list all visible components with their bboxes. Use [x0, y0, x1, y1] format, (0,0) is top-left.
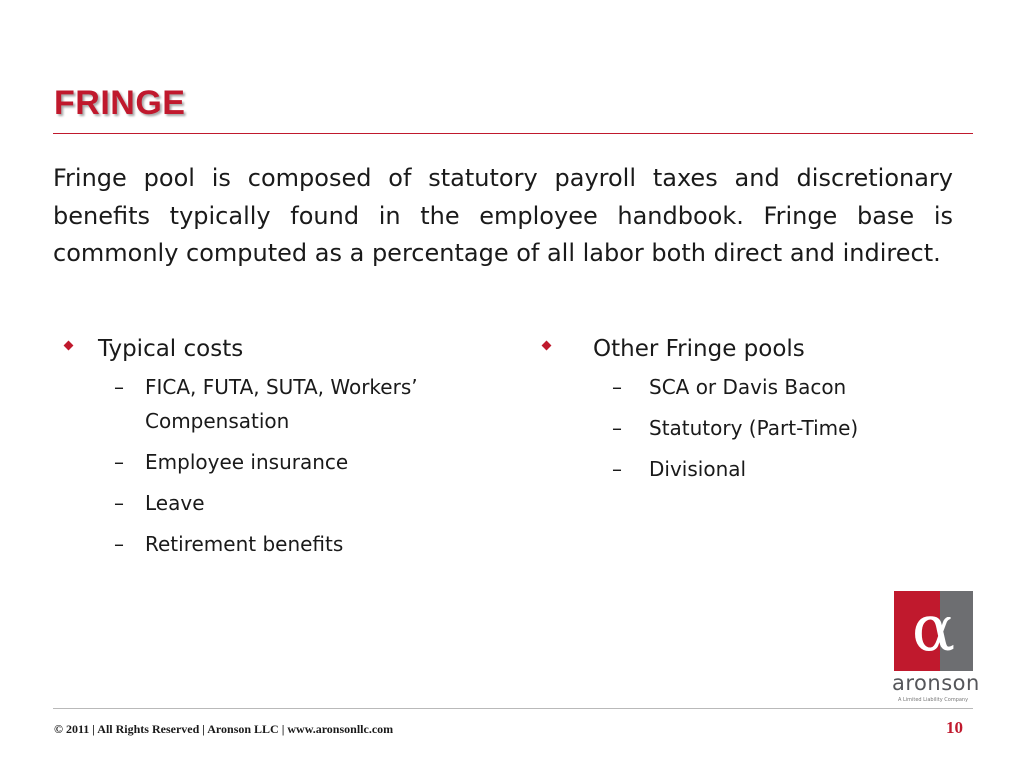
list-item-line: Compensation [145, 409, 290, 433]
list-item [540, 411, 960, 445]
page-number: 10 [946, 718, 963, 737]
left-column [62, 332, 482, 568]
bullet-heading: Other Fringe pools [593, 336, 805, 362]
intro-paragraph: Fringe pool is composed of statutory payroll taxes and discretionary benefits typically found in the employee handbook. Fringe base is commonly computed as a percentage of all labor both direct and indirect. [53, 164, 953, 267]
logo-mark [894, 591, 973, 671]
dash-bullet: – [114, 375, 124, 399]
slide-title: FRINGE [54, 84, 186, 122]
list-item-text: Divisional [649, 457, 747, 481]
list-item-text: Retirement benefits [145, 532, 344, 556]
dash-bullet: – [114, 450, 124, 474]
bullet-typical-costs [62, 332, 482, 366]
bullet-heading: Typical costs [98, 336, 244, 362]
diamond-bullet-icon [64, 341, 74, 351]
list-item [62, 370, 482, 438]
alpha-icon: α [911, 592, 956, 666]
list-item [540, 370, 960, 404]
list-item-text: SCA or Davis Bacon [649, 375, 847, 399]
logo-tagline: A Limited Liability Company [897, 697, 969, 703]
logo-wordmark: aronson [892, 671, 980, 695]
bullet-other-fringe-pools [540, 332, 960, 366]
dash-bullet: – [114, 532, 124, 556]
list-item [62, 445, 482, 479]
dash-bullet: – [612, 375, 622, 399]
dash-bullet: – [612, 457, 622, 481]
list-item [540, 452, 960, 486]
list-item-text: Employee insurance [145, 450, 349, 474]
dash-bullet: – [612, 416, 622, 440]
list-item-text: Leave [145, 491, 205, 515]
sub-list [540, 370, 960, 486]
footer-divider [53, 708, 973, 709]
diamond-bullet-icon [542, 341, 552, 351]
aronson-logo [892, 591, 980, 706]
footer-copyright: © 2011 | All Rights Reserved | Aronson LLC | www.aronsonllc.com [54, 722, 394, 736]
dash-bullet: – [114, 491, 124, 515]
title-divider [53, 133, 973, 134]
list-item [62, 527, 482, 561]
list-item [62, 486, 482, 520]
sub-list [62, 370, 482, 561]
list-item-line: FICA, FUTA, SUTA, Workers’ [145, 375, 418, 399]
right-column [540, 332, 960, 493]
list-item-text: Statutory (Part-Time) [649, 416, 859, 440]
